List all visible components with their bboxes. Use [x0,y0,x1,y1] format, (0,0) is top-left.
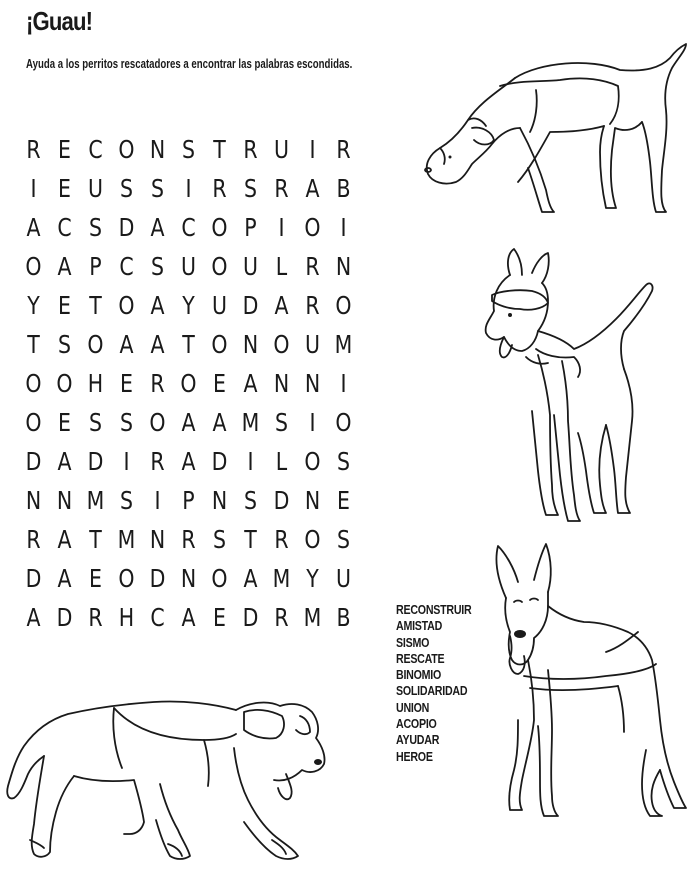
grid-letter[interactable]: O [304,447,321,476]
word-list-item: ACOPIO [396,716,437,732]
grid-letter[interactable]: S [336,525,351,554]
grid-letter[interactable]: U [242,252,259,281]
grid-letter[interactable]: O [273,330,290,359]
grid-letter[interactable]: T [182,330,195,359]
grid-letter[interactable]: A [181,447,196,476]
grid-letter[interactable]: P [244,213,257,242]
grid-letter[interactable]: U [335,564,352,593]
grid-letter[interactable]: I [30,174,37,203]
grid-letter[interactable]: A [57,525,72,554]
word-list-item: RESCATE [396,650,445,666]
grid-letter[interactable]: O [211,213,228,242]
grid-letter[interactable]: O [335,408,352,437]
grid-letter[interactable]: B [336,603,351,632]
grid-letter[interactable]: H [87,369,104,398]
grid-letter[interactable]: T [213,135,226,164]
standing-rescue-dog-with-goggles-icon [470,245,670,530]
grid-letter[interactable]: S [150,174,165,203]
grid-letter[interactable]: P [89,252,102,281]
grid-letter[interactable]: U [304,330,321,359]
grid-letter[interactable]: D [56,603,73,632]
grid-letter[interactable]: U [180,252,197,281]
grid-letter[interactable]: C [57,213,72,242]
grid-row [18,130,359,169]
grid-letter[interactable]: S [119,486,134,515]
grid-letter[interactable]: O [149,408,166,437]
grid-letter[interactable]: S [88,213,103,242]
grid-letter[interactable]: U [87,174,104,203]
grid-letter[interactable]: C [119,252,134,281]
grid-row [18,208,359,247]
word-list-item: RECONSTRUIR [396,602,472,617]
grid-letter[interactable]: O [211,330,228,359]
grid-row [18,247,359,286]
grid-letter[interactable]: O [56,369,73,398]
grid-letter[interactable]: E [120,369,133,398]
grid-row [18,442,359,481]
grid-row [18,286,359,325]
page-title: ¡Guau! [26,6,93,36]
word-list-item: HEROE [396,748,433,764]
grid-letter[interactable]: R [26,135,41,164]
grid-letter[interactable]: E [58,135,71,164]
sniffing-rescue-dog-icon [420,40,690,220]
grid-letter[interactable]: E [213,369,226,398]
grid-letter[interactable]: N [304,369,321,398]
grid-letter[interactable]: M [117,525,136,554]
grid-letter[interactable]: O [87,330,104,359]
grid-letter[interactable]: O [118,291,135,320]
grid-letter[interactable]: D [87,447,104,476]
grid-letter[interactable]: M [272,564,291,593]
grid-letter[interactable]: A [26,603,41,632]
grid-letter[interactable]: N [149,135,166,164]
grid-letter[interactable]: R [212,174,227,203]
grid-letter[interactable]: D [273,486,290,515]
word-list [396,602,488,765]
word-list-item: AYUDAR [396,732,440,748]
grid-letter[interactable]: I [309,135,316,164]
grid-row [18,169,359,208]
grid-letter[interactable]: A [150,330,165,359]
grid-letter[interactable]: M [334,330,353,359]
grid-letter[interactable]: A [150,291,165,320]
grid-letter[interactable]: A [57,564,72,593]
grid-letter[interactable]: N [335,252,352,281]
grid-letter[interactable]: R [150,369,165,398]
grid-letter[interactable]: B [336,174,351,203]
grid-letter[interactable]: E [58,174,71,203]
grid-letter[interactable]: A [57,447,72,476]
word-search-grid [18,130,359,637]
word-list-item: BINOMIO [396,667,442,683]
grid-letter[interactable]: D [149,564,166,593]
grid-letter[interactable]: S [119,174,134,203]
grid-letter[interactable]: I [247,447,254,476]
grid-letter[interactable]: E [58,408,71,437]
grid-letter[interactable]: I [340,369,347,398]
grid-letter[interactable]: A [212,408,227,437]
grid-letter[interactable]: C [88,135,103,164]
grid-letter[interactable]: Y [306,564,319,593]
grid-letter[interactable]: L [275,252,288,281]
grid-letter[interactable]: S [57,330,72,359]
grid-letter[interactable]: O [304,213,321,242]
grid-letter[interactable]: D [25,447,42,476]
grid-letter[interactable]: A [26,213,41,242]
grid-letter[interactable]: N [273,369,290,398]
grid-letter[interactable]: I [340,213,347,242]
grid-letter[interactable]: O [180,369,197,398]
grid-letter[interactable]: S [150,252,165,281]
grid-letter[interactable]: R [26,525,41,554]
grid-letter[interactable]: A [243,564,258,593]
grid-letter[interactable]: R [305,252,320,281]
grid-letter[interactable]: O [304,525,321,554]
grid-letter[interactable]: P [182,486,195,515]
grid-letter[interactable]: Y [27,291,40,320]
grid-letter[interactable]: A [274,291,289,320]
grid-letter[interactable]: A [243,369,258,398]
grid-letter[interactable]: D [242,603,259,632]
grid-letter[interactable]: N [25,486,42,515]
grid-letter[interactable]: E [89,564,102,593]
grid-letter[interactable]: R [274,525,289,554]
grid-letter[interactable]: A [57,252,72,281]
grid-letter[interactable]: N [180,564,197,593]
german-shepherd-rescue-dog-icon [488,540,693,825]
grid-letter[interactable]: U [211,291,228,320]
word-list-item: AMISTAD [396,618,443,634]
grid-letter[interactable]: R [336,135,351,164]
grid-letter[interactable]: M [86,486,105,515]
grid-letter[interactable]: D [211,447,228,476]
grid-letter[interactable]: E [337,486,350,515]
grid-letter[interactable]: I [123,447,130,476]
grid-letter[interactable]: A [119,330,134,359]
grid-letter[interactable]: O [211,564,228,593]
grid-letter[interactable]: D [25,564,42,593]
word-list-item: SISMO [396,634,430,650]
grid-row [18,364,359,403]
grid-letter[interactable]: R [305,291,320,320]
grid-letter[interactable]: A [305,174,320,203]
grid-letter[interactable]: D [118,213,135,242]
grid-letter[interactable]: R [150,447,165,476]
grid-letter[interactable]: I [278,213,285,242]
grid-row [18,520,359,559]
grid-letter[interactable]: O [335,291,352,320]
grid-letter[interactable]: R [88,603,103,632]
grid-letter[interactable]: N [304,486,321,515]
grid-letter[interactable]: O [118,135,135,164]
grid-letter[interactable]: S [274,408,289,437]
grid-letter[interactable]: T [89,525,102,554]
grid-letter[interactable]: S [181,135,196,164]
grid-letter[interactable]: N [56,486,73,515]
grid-letter[interactable]: R [274,174,289,203]
grid-letter[interactable]: S [212,525,227,554]
grid-letter[interactable]: D [242,291,259,320]
grid-letter[interactable]: R [181,525,196,554]
grid-letter[interactable]: T [244,525,257,554]
grid-letter[interactable]: H [118,603,135,632]
grid-letter[interactable]: S [119,408,134,437]
grid-letter[interactable]: T [27,330,40,359]
grid-letter[interactable]: U [273,135,290,164]
grid-letter[interactable]: O [25,252,42,281]
grid-letter[interactable]: O [25,369,42,398]
crawling-rescue-dog-with-goggles-icon [4,690,334,865]
grid-letter[interactable]: O [118,564,135,593]
grid-letter[interactable]: C [150,603,165,632]
grid-row [18,481,359,520]
grid-letter[interactable]: A [150,213,165,242]
word-list-item: SOLIDARIDAD [396,683,468,699]
grid-letter[interactable]: I [309,408,316,437]
grid-row [18,325,359,364]
grid-letter[interactable]: L [275,447,288,476]
grid-letter[interactable]: A [181,603,196,632]
word-list-item: UNION [396,699,430,715]
grid-letter[interactable]: S [88,408,103,437]
grid-letter[interactable]: O [25,408,42,437]
grid-row [18,403,359,442]
grid-letter[interactable]: I [185,174,192,203]
grid-letter[interactable]: S [336,447,351,476]
grid-letter[interactable]: S [243,174,258,203]
grid-letter[interactable]: C [181,213,196,242]
grid-row [18,559,359,598]
grid-letter[interactable]: N [242,330,259,359]
grid-row [18,598,359,637]
grid-letter[interactable]: N [211,486,228,515]
grid-letter[interactable]: E [58,291,71,320]
grid-letter[interactable]: T [89,291,102,320]
grid-letter[interactable]: S [243,486,258,515]
grid-letter[interactable]: M [241,408,260,437]
grid-letter[interactable]: A [181,408,196,437]
grid-letter[interactable]: N [149,525,166,554]
grid-letter[interactable]: O [211,252,228,281]
grid-letter[interactable]: R [274,603,289,632]
grid-letter[interactable]: Y [182,291,195,320]
page-subtitle: Ayuda a los perritos rescatadores a encontrar las palabras escondidas. [26,56,353,71]
grid-letter[interactable]: M [303,603,322,632]
grid-letter[interactable]: I [154,486,161,515]
grid-letter[interactable]: E [213,603,226,632]
grid-letter[interactable]: R [243,135,258,164]
